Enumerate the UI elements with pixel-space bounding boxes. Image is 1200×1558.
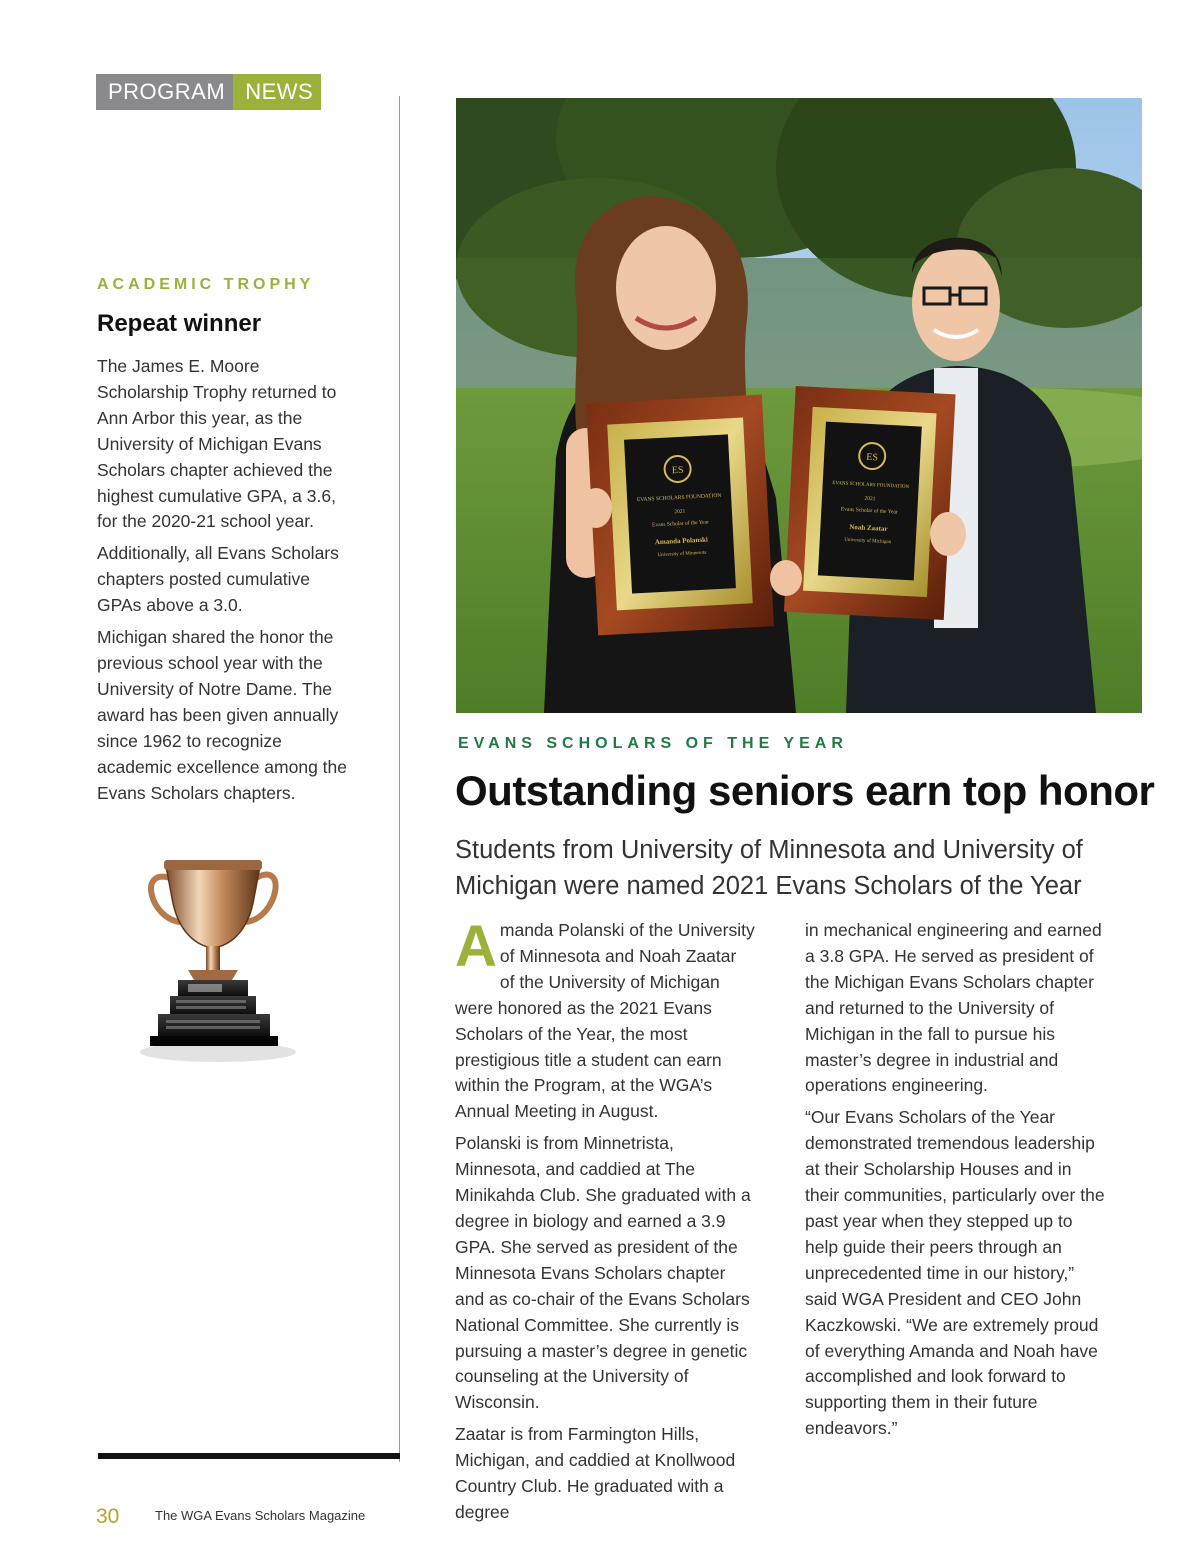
trophy-image — [128, 838, 298, 1068]
article-paragraph: Polanski is from Minnetrista, Minnesota, and caddied at The Minikahda Club. She graduated with a degree in biology and earned a 3.9 GPA. She served as president of the Minnesota Evans Scholars chapter and as co-chair of the Evans Scholars National Committee. She currently is pursuing a master’s degree in genetic counseling at the University of Wisconsin. — [455, 1133, 751, 1413]
column-divider — [399, 96, 400, 1462]
svg-text:ES: ES — [671, 464, 684, 477]
plaque-right-title: Evans Scholar of the Year — [840, 506, 898, 516]
sidebar-kicker: ACADEMIC TROPHY — [97, 276, 315, 293]
article-paragraph: Zaatar is from Farmington Hills, Michigan, and caddied at Knollwood Country Club. He graduated with a degree — [455, 1424, 736, 1522]
publication-title: The WGA Evans Scholars Magazine — [155, 1508, 366, 1523]
article-column-2 — [805, 918, 1105, 1448]
plaque-right-school: University of Michigan — [844, 537, 892, 546]
plaque-left-title: Evans Scholar of the Year — [651, 519, 710, 529]
section-tag — [96, 74, 321, 110]
sidebar-body — [97, 354, 347, 806]
sidebar-paragraph: Additionally, all Evans Scholars chapters posted cumulative GPAs above a 3.0. — [97, 543, 339, 616]
plaque-left-year: 2021 — [674, 508, 686, 516]
plaque-left-school: University of Minnesota — [657, 550, 707, 559]
article-paragraph: “Our Evans Scholars of the Year demonstrated tremendous leadership at their Scholarship Houses and in their communities, particularly over the past year when they stepped up to help guide their peers through an unprecedented time in our history,” said WGA President and CEO John Kaczkowski. “We are extremely proud of everything Amanda and Noah have accomplished and look forward to supporting them in their future endeavors.” — [805, 1107, 1105, 1439]
plaque-left-name: Amanda Polanski — [654, 535, 709, 547]
section-tag-secondary: NEWS — [233, 74, 321, 110]
article-deck: Students from University of Minnesota and University of Michigan were named 2021 Evans Scholars of the Year — [455, 836, 1083, 900]
sidebar-paragraph: The James E. Moore Scholarship Trophy returned to Ann Arbor this year, as the University of Michigan Evans Scholars chapter achieved the highest cumulative GPA, a 3.6, for the 2020-21 school year. — [97, 356, 337, 532]
sidebar-bottom-rule — [98, 1453, 400, 1459]
scholars-photo — [456, 98, 1142, 713]
article-kicker: EVANS SCHOLARS OF THE YEAR — [458, 735, 848, 752]
sidebar-story — [97, 276, 347, 812]
article-headline: Outstanding seniors earn top honor — [455, 767, 1155, 814]
article-lead-text: manda Polanski of the University of Minnesota and Noah Zaatar of the University of Michigan were honored as the 2021 Evans Scholars of the Year, the most prestigious title a student can earn within the Program, at the WGA’s Annual Meeting in August. — [455, 920, 755, 1122]
plaque-right-org: EVANS SCHOLARS FOUNDATION — [832, 481, 910, 491]
drop-cap: A — [455, 914, 497, 979]
sidebar-heading: Repeat winner — [97, 310, 262, 337]
svg-text:ES: ES — [866, 451, 879, 464]
article-paragraph — [455, 914, 755, 1125]
plaque-right-name: Noah Zaatar — [849, 522, 888, 533]
page-number: 30 — [96, 1505, 120, 1528]
plaque-left-org: EVANS SCHOLARS FOUNDATION — [636, 492, 722, 504]
sidebar-paragraph: Michigan shared the honor the previous school year with the University of Notre Dame. The award has been given annually since 1962 to recognize academic excellence among the Evans Scholars chapters. — [97, 627, 348, 803]
article-column-1 — [455, 914, 755, 1532]
section-tag-primary: PROGRAM — [96, 74, 233, 110]
article-paragraph: in mechanical engineering and earned a 3.8 GPA. He served as president of the Michigan Evans Scholars chapter and returned to the University of Michigan in the fall to pursue his master’s degree in industrial and operations engineering. — [805, 920, 1102, 1096]
plaque-right-year: 2021 — [864, 495, 876, 503]
